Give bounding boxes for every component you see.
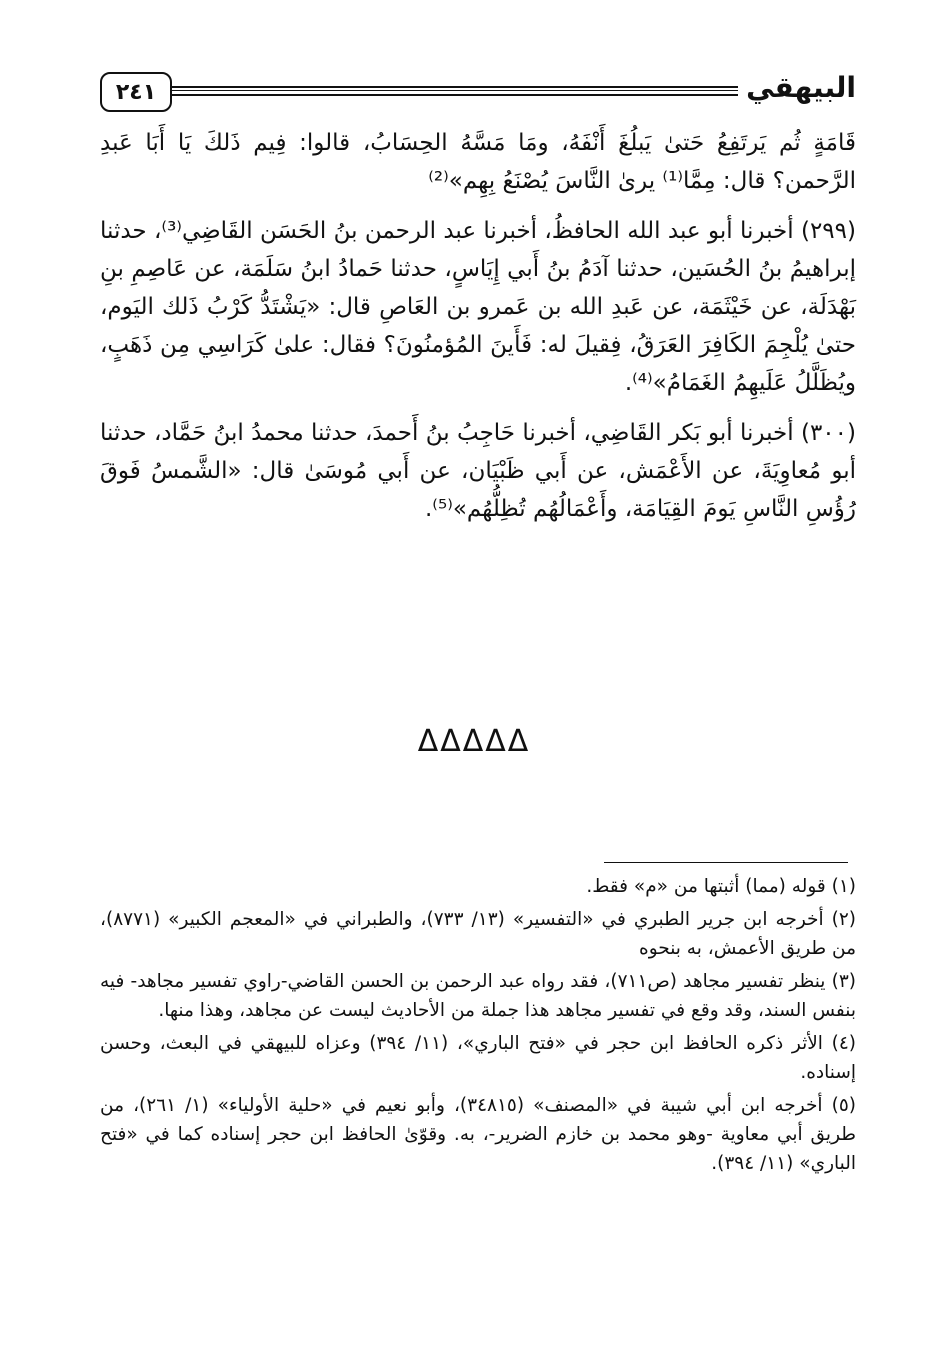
footnotes bbox=[100, 872, 856, 1178]
paragraph-300: (٣٠٠) أخبرنا أبو بَكر القَاضِي، أخبرنا حَاجِبُ بنُ أَحمدَ، حدثنا محمدُ ابنُ حَمَّاد، حدثنا أبو مُعاوِيَةَ، عن الأَعْمَش، عن أَبي ظَبْيَان، عن أَبي مُوسَىٰ قال: «الشَّمسُ فَوقَ رُؤُسِ النَّاسِ يَومَ القِيَامَة، وأَعْمَالُهُم تُظِلُّهُم»⁽⁵⁾. bbox=[100, 420, 856, 522]
footnote-5: (٥) أخرجه ابن أبي شيبة في «المصنف» (٣٤٨١٥)، وأبو نعيم في «حلية الأولياء» (١/ ٢٦١)، من طريق أبي معاوية -وهو محمد بن خازم الضرير-، به. وقوّىٰ الحافظ ابن حجر إسناده كما في «فتح الباري» (١١/ ٣٩٤). bbox=[100, 1095, 856, 1174]
page-header bbox=[100, 66, 856, 116]
header-rule bbox=[172, 86, 738, 96]
footnote-separator bbox=[604, 862, 848, 863]
footnote-1: (١) قوله (مما) أثبتها من «م» فقط. bbox=[586, 876, 856, 897]
footnote-3: (٣) ينظر تفسير مجاهد (ص٧١١)، فقد رواه عبد الرحمن بن الحسن القاضي-راوي تفسير مجاهد- فيه بنفس السند، وقد وقع في تفسير مجاهد هذا جملة من الأحاديث ليست عن مجاهد، وهذا منها. bbox=[100, 971, 856, 1021]
footnote-2: (٢) أخرجه ابن جرير الطبري في «التفسير» (١٣/ ٧٣٣)، والطبراني في «المعجم الكبير» (٨٧٧١)، من طريق الأعمش، به بنحوه bbox=[100, 909, 856, 959]
paragraph-continuation: قَامَةٍ ثُم يَرتَفِعُ حَتىٰ يَبلُغَ أَنْفَهُ، ومَا مَسَّهُ الحِسَابُ، قالوا: فِيم ذَلكَ يَا أَبَا عَبدِ الرَّحمن؟ قال: مِمَّا⁽¹⁾ يرىٰ النَّاسَ يُصْنَعُ بِهِم»⁽²⁾ bbox=[100, 130, 856, 194]
section-ornament: ΔΔΔΔΔ bbox=[417, 724, 531, 759]
main-text bbox=[100, 124, 856, 528]
footnote-4: (٤) الأثر ذكره الحافظ ابن حجر في «فتح الباري»، (١١/ ٣٩٤) وعزاه للبيهقي في البعث، وحسن إسناده. bbox=[100, 1033, 856, 1083]
paragraph-299: (٢٩٩) أخبرنا أبو عبد الله الحافظُ، أخبرنا عبد الرحمن بنُ الحَسَن القَاضِي⁽³⁾، حدثنا إبراهيمُ بنُ الحُسَين، حدثنا آدَمُ بنُ أَبي إِيَاسٍ، حدثنا حَمادُ ابنُ سَلَمَة، عن عَاصِمِ بنِ بَهْدَلَة، عن خَيْثَمَة، عن عَبدِ الله بن عَمرو بن العَاصِ قال: «يَشْتَدُّ كَرْبُ ذَلك اليَوم، حتىٰ يُلْجِمَ الكَافِرَ العَرَقُ، فِقيلَ له: فَأَينَ المُؤمنُونَ؟ فقال: علىٰ كَرَاسِي مِن ذَهَبٍ، ويُظَلَّلُ عَلَيهِمُ الغَمَامُ»⁽⁴⁾. bbox=[100, 218, 856, 396]
running-title: البيهقي bbox=[746, 71, 856, 104]
page-number: ٢٤١ bbox=[100, 72, 172, 112]
